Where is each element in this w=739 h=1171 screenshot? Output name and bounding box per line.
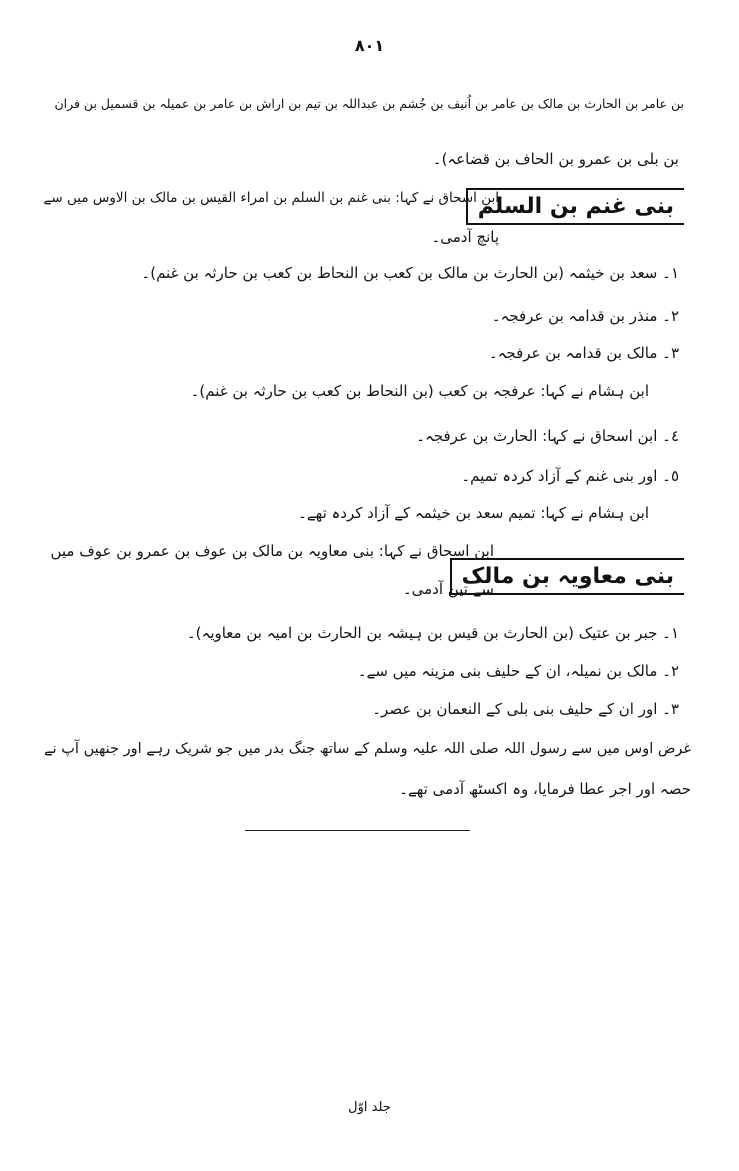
section2-item-3: ٣۔ اور ان کے حلیف بنی بلی کے النعمان بن عصر۔ [372,700,679,718]
section-heading-bani-muawiya: بنی معاویہ بن مالک [450,558,684,595]
section1-note-2: ابن ہشام نے کہا: تمیم سعد بن خیثمہ کے آزاد کردہ تھے۔ [298,504,649,522]
summary-line-2: حصہ اور اجر عطا فرمایا، وہ اکسٹھ آدمی تھے۔ [399,780,691,798]
page-number: ٨٠١ [354,36,385,55]
section2-item-2: ٢۔ مالک بن نمیلہ، ان کے حلیف بنی مزینہ میں سے۔ [357,662,679,680]
section1-intro-line-1: ابن اسحاق نے کہا: بنی غنم بن السلم بن امراء القیس بن مالک بن الاوس میں سے [43,190,499,206]
section-heading-bani-ghanm: بنی غنم بن السلم [466,188,684,225]
section1-item-3: ٣۔ مالک بن قدامہ بن عرفجہ۔ [488,344,679,362]
intro-line-2: بن بلی بن عمرو بن الحاف بن قضاعہ)۔ [432,150,679,168]
section1-item-1: ١۔ سعد بن خیثمہ (بن الحارث بن مالک بن کعب بن النحاط بن کعب بن حارثہ بن غنم)۔ [141,264,679,282]
closing-rule [245,830,470,831]
section1-item-4: ٤۔ ابن اسحاق نے کہا: الحارث بن عرفجہ۔ [416,427,679,445]
section2-item-1: ١۔ جبر بن عتیک (بن الحارث بن قیس بن ہیشہ بن الحارث بن امیہ بن معاویہ)۔ [186,624,679,642]
section1-note-1: ابن ہشام نے کہا: عرفجہ بن کعب (بن النحاط بن کعب بن حارثہ بن غنم)۔ [190,382,649,400]
section1-intro-line-2: پانچ آدمی۔ [431,228,499,246]
section2-intro-line-2: سے تین آدمی۔ [402,580,494,598]
footer-volume-label: جلد اوّل [348,1100,391,1115]
section1-item-5: ٥۔ اور بنی غنم کے آزاد کردہ تمیم۔ [461,467,679,485]
intro-line-1: بن عامر بن الحارث بن مالک بن عامر بن اُنیف بن جُشم بن عبداللہ بن تیم بن اراش بن عامر بن عمیلہ بن قسمیل بن فران [54,96,684,111]
section2-intro-line-1: ابن اسحاق نے کہا: بنی معاویہ بن مالک بن عوف بن عمرو بن عوف میں [50,542,494,560]
section1-item-2: ٢۔ منذر بن قدامہ بن عرفجہ۔ [491,307,679,325]
summary-line-1: غرض اوس میں سے رسول اللہ صلی اللہ علیہ وسلم کے ساتھ جنگ بدر میں جو شریک رہے اور جنھیں آپ نے [44,741,691,757]
